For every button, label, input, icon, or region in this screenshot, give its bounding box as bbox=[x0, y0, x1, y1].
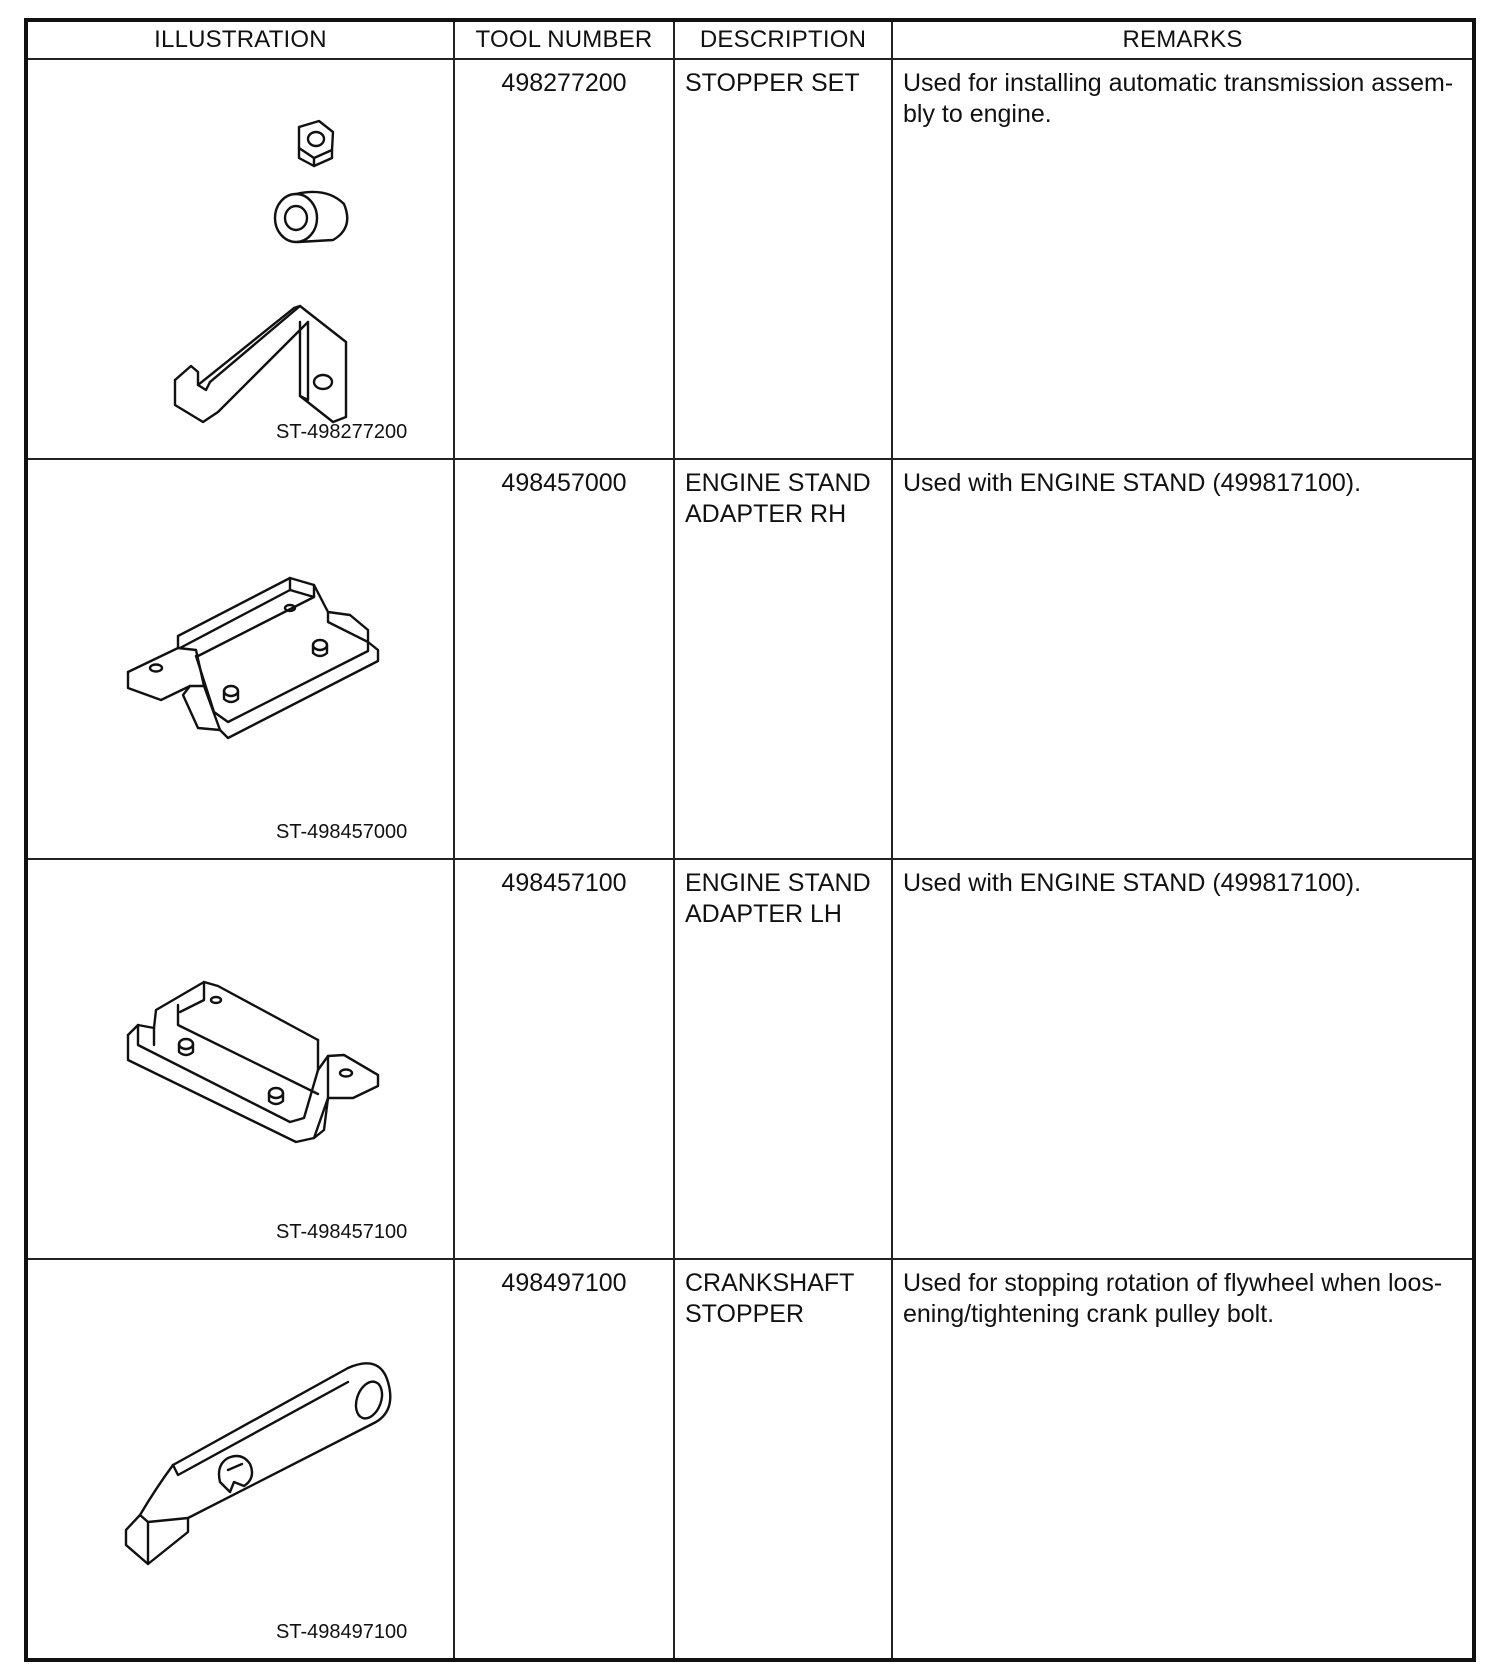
description bbox=[674, 1259, 892, 1660]
remarks-line: bly to engine. bbox=[903, 100, 1052, 128]
tool-number: 498457000 bbox=[454, 459, 674, 859]
description-line: CRANKSHAFT bbox=[685, 1269, 855, 1297]
special-tools-table bbox=[24, 18, 1476, 1662]
description-line: ENGINE STAND bbox=[685, 869, 871, 897]
header-remarks: REMARKS bbox=[892, 20, 1474, 59]
header-row bbox=[26, 20, 1474, 59]
remarks-line: ening/tightening crank pulley bolt. bbox=[903, 1300, 1275, 1328]
remarks-line: Used with ENGINE STAND (499817100). bbox=[903, 869, 1362, 897]
remarks bbox=[892, 859, 1474, 1259]
table-row bbox=[26, 1259, 1474, 1660]
illustration-code: ST-498497100 bbox=[276, 1621, 408, 1643]
description-line: STOPPER SET bbox=[685, 69, 860, 97]
description-line: STOPPER bbox=[685, 1300, 805, 1328]
remarks bbox=[892, 59, 1474, 459]
table-row bbox=[26, 859, 1474, 1259]
description bbox=[674, 859, 892, 1259]
remarks bbox=[892, 459, 1474, 859]
table-row bbox=[26, 459, 1474, 859]
illustration-code: ST-498277200 bbox=[276, 421, 408, 443]
remarks-line: Used for stopping rotation of flywheel when loos- bbox=[903, 1269, 1443, 1297]
remarks-line: Used for installing automatic transmission assem- bbox=[903, 69, 1454, 97]
stopper-set-icon bbox=[28, 60, 456, 458]
remarks bbox=[892, 1259, 1474, 1660]
illustration-code: ST-498457100 bbox=[276, 1221, 408, 1243]
remarks-line: Used with ENGINE STAND (499817100). bbox=[903, 469, 1362, 497]
description-line: ENGINE STAND bbox=[685, 469, 871, 497]
description-line: ADAPTER RH bbox=[685, 500, 847, 528]
tool-number: 498457100 bbox=[454, 859, 674, 1259]
header-description: DESCRIPTION bbox=[674, 20, 892, 59]
description-line: ADAPTER LH bbox=[685, 900, 842, 928]
illustration-cell bbox=[26, 59, 454, 459]
tool-number: 498277200 bbox=[454, 59, 674, 459]
description bbox=[674, 459, 892, 859]
illustration-code: ST-498457000 bbox=[276, 821, 408, 843]
table-row bbox=[26, 59, 1474, 459]
crankshaft-stopper-icon bbox=[28, 1260, 456, 1658]
tool-number: 498497100 bbox=[454, 1259, 674, 1660]
illustration-cell bbox=[26, 459, 454, 859]
description bbox=[674, 59, 892, 459]
illustration-cell bbox=[26, 1259, 454, 1660]
header-tool-number: TOOL NUMBER bbox=[454, 20, 674, 59]
engine-stand-adapter-rh-icon bbox=[28, 460, 456, 858]
illustration-cell bbox=[26, 859, 454, 1259]
engine-stand-adapter-lh-icon bbox=[28, 860, 456, 1258]
header-illustration: ILLUSTRATION bbox=[26, 20, 454, 59]
